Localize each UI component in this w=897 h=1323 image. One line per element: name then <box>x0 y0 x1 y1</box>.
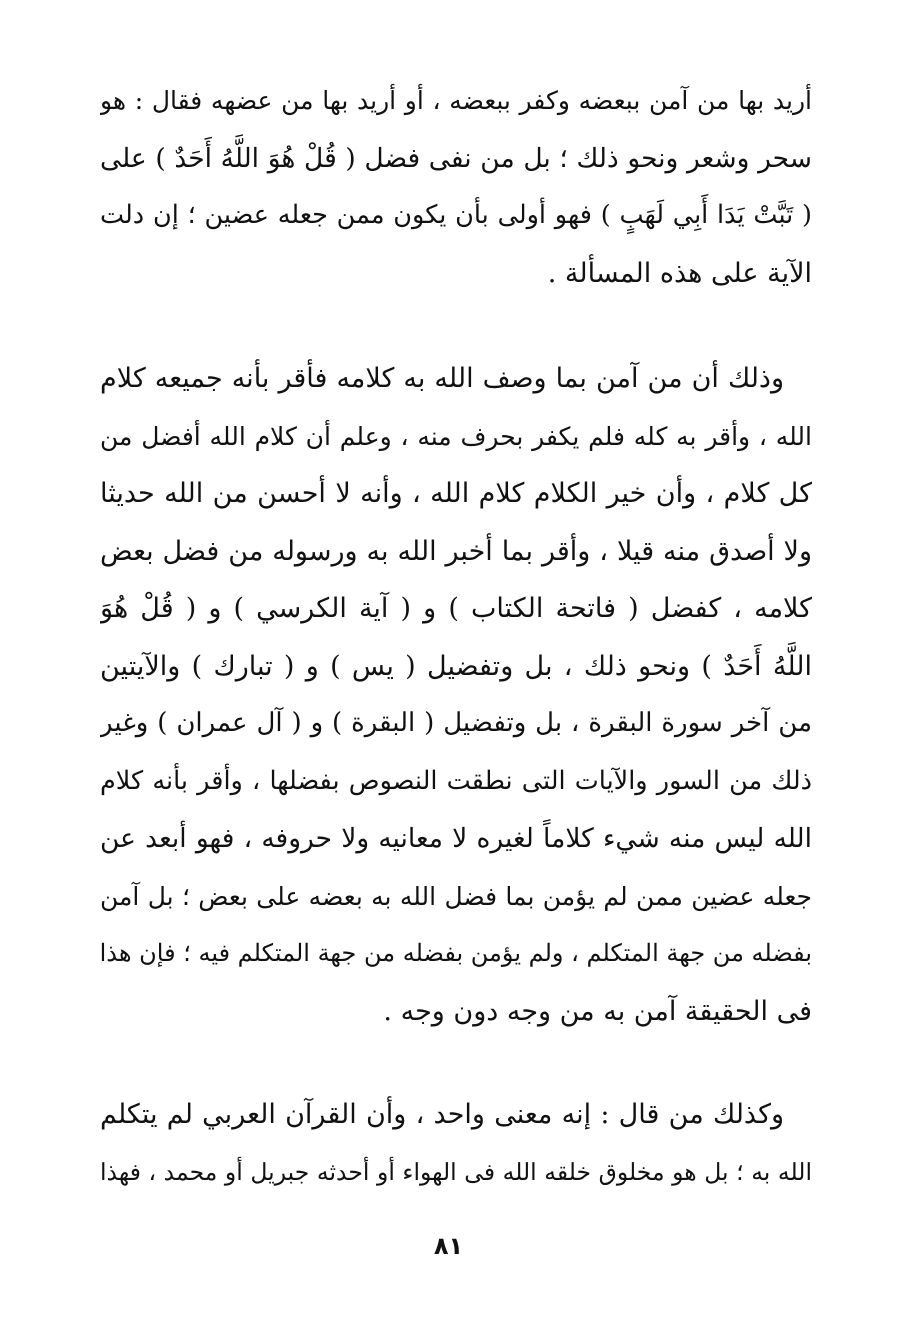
text-line: ولا أصدق منه قيلا ، وأقر بما أخبر الله به ورسوله من فضل بعض <box>100 535 812 567</box>
text-line: اللَّهُ أَحَدٌ ) ونحو ذلك ، بل وتفضيل ( يس ) و ( تبارك ) والآيتين <box>100 650 812 682</box>
text-line: الله به ؛ بل هو مخلوق خلقه الله فى الهواء أو أحدثه جبريل أو محمد ، فهذا <box>100 1157 812 1186</box>
text-line: جعله عضين ممن لم يؤمن بما فضل الله به بعضه على بعض ؛ بل آمن <box>100 881 812 911</box>
text-line: فى الحقيقة آمن به من وجه دون وجه . <box>383 995 812 1027</box>
text-line: وكذلك من قال : إنه معنى واحد ، وأن القرآن العربي لم يتكلم <box>100 1099 784 1130</box>
text-line: وذلك أن من آمن بما وصف الله به كلامه فأقر بأنه جميعه كلام <box>100 363 784 394</box>
text-line: الله ليس منه شيء كلاماً لغيره لا معانيه ولا حروفه ، فهو أبعد عن <box>100 823 812 854</box>
paragraph-3 <box>100 1086 812 1201</box>
text-line: من آخر سورة البقرة ، بل وتفضيل ( البقرة ) و ( آل عمران ) وغير <box>100 708 812 738</box>
text-line: الله ، وأقر به كله فلم يكفر بحرف منه ، وعلم أن كلام الله أفضل من <box>100 421 812 451</box>
text-line: بفضله من جهة المتكلم ، ولم يؤمن بفضله من جهة المتكلم فيه ؛ فإن هذا <box>100 939 812 967</box>
page-number: ٨١ <box>433 1232 464 1260</box>
paragraph-1 <box>100 72 812 302</box>
text-line: ( تَبَّتْ يَدَا أَبِي لَهَبٍ ) فهو أولى بأن يكون ممن جعله عضين ؛ إن دلت <box>100 200 812 230</box>
text-line: الآية على هذه المسألة . <box>547 257 812 289</box>
text-line: سحر وشعر ونحو ذلك ؛ بل من نفى فضل ( قُلْ هُوَ اللَّهُ أَحَدٌ ) على <box>100 142 812 174</box>
text-line: كلامه ، كفضل ( فاتحة الكتاب ) و ( آية الكرسي ) و ( قُلْ هُوَ <box>100 593 812 624</box>
text-line: كل كلام ، وأن خير الكلام كلام الله ، وأنه لا أحسن من الله حديثا <box>100 478 812 509</box>
text-line: أريد بها من آمن ببعضه وكفر ببعضه ، أو أريد بها من عضهه فقال : هو <box>100 86 812 115</box>
text-line: ذلك من السور والآيات التى نطقت النصوص بفضلها ، وأقر بأنه كلام <box>100 765 812 796</box>
paragraph-2 <box>100 350 812 1040</box>
